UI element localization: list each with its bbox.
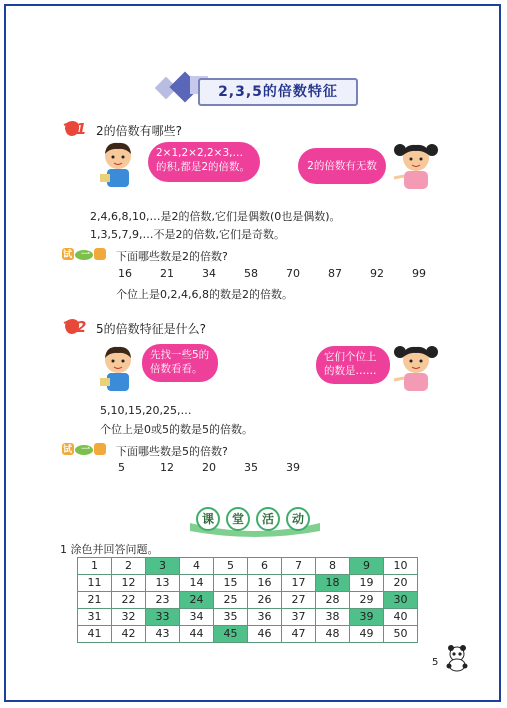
grid-row <box>78 592 418 609</box>
boy-character-icon <box>96 344 140 394</box>
grid-cell[interactable]: 25 <box>214 592 248 609</box>
try-label: 试一试 <box>63 250 100 273</box>
banner-char: 活 <box>256 507 280 531</box>
grid-cell[interactable]: 31 <box>78 609 112 626</box>
grid-cell[interactable]: 16 <box>248 575 282 592</box>
section-1-question: 2的倍数有哪些? <box>96 124 183 138</box>
grid-cell[interactable]: 33 <box>146 609 180 626</box>
number-list <box>118 461 328 474</box>
grid-cell[interactable]: 45 <box>214 626 248 643</box>
number-item: 21 <box>160 267 174 280</box>
banner-char: 堂 <box>226 507 250 531</box>
panda-icon <box>444 644 470 672</box>
text-line: 1,3,5,7,9,…不是2的倍数,它们是奇数。 <box>90 228 285 241</box>
grid-cell[interactable]: 27 <box>282 592 316 609</box>
try-label: 试一试 <box>63 445 100 468</box>
banner-char: 动 <box>286 507 310 531</box>
grid-cell[interactable]: 14 <box>180 575 214 592</box>
text-line: 5,10,15,20,25,… <box>100 404 192 417</box>
grid-cell[interactable]: 11 <box>78 575 112 592</box>
activity-task: 1 涂色并回答问题。 <box>60 543 159 556</box>
grid-cell[interactable]: 32 <box>112 609 146 626</box>
text-line: 2,4,6,8,10,…是2的倍数,它们是偶数(0也是偶数)。 <box>90 210 341 223</box>
girl-character-icon <box>392 342 440 394</box>
grid-cell[interactable]: 12 <box>112 575 146 592</box>
activity-banner <box>190 505 320 535</box>
number-item: 5 <box>118 461 125 474</box>
grid-cell[interactable]: 29 <box>350 592 384 609</box>
grid-cell[interactable]: 41 <box>78 626 112 643</box>
grid-row <box>78 626 418 643</box>
try-question: 下面哪些数是2的倍数? <box>116 250 228 263</box>
grid-cell[interactable]: 6 <box>248 558 282 575</box>
title-banner <box>154 74 364 110</box>
grid-cell[interactable]: 15 <box>214 575 248 592</box>
number-item: 34 <box>202 267 216 280</box>
grid-cell[interactable]: 37 <box>282 609 316 626</box>
try-question: 下面哪些数是5的倍数? <box>116 445 228 458</box>
grid-cell[interactable]: 3 <box>146 558 180 575</box>
number-list <box>118 267 454 280</box>
grid-cell[interactable]: 18 <box>316 575 350 592</box>
grid-cell[interactable]: 39 <box>350 609 384 626</box>
number-item: 70 <box>286 267 300 280</box>
grid-cell[interactable]: 21 <box>78 592 112 609</box>
grid-cell[interactable]: 30 <box>384 592 418 609</box>
grid-cell[interactable]: 20 <box>384 575 418 592</box>
grid-cell[interactable]: 47 <box>282 626 316 643</box>
number-item: 87 <box>328 267 342 280</box>
grid-cell[interactable]: 2 <box>112 558 146 575</box>
grid-cell[interactable]: 44 <box>180 626 214 643</box>
grid-row <box>78 575 418 592</box>
grid-cell[interactable]: 5 <box>214 558 248 575</box>
number-item: 16 <box>118 267 132 280</box>
banner-char: 课 <box>196 507 220 531</box>
grid-cell[interactable]: 42 <box>112 626 146 643</box>
boy-character-icon <box>96 140 140 190</box>
page-title: 2,3,5的倍数特征 <box>198 78 358 106</box>
speech-bubble-girl: 它们个位上的数是…… <box>316 346 390 384</box>
grid-row <box>78 609 418 626</box>
grid-cell[interactable]: 13 <box>146 575 180 592</box>
grid-cell[interactable]: 7 <box>282 558 316 575</box>
number-item: 39 <box>286 461 300 474</box>
number-item: 35 <box>244 461 258 474</box>
grid-cell[interactable]: 4 <box>180 558 214 575</box>
grid-row <box>78 558 418 575</box>
grid-cell[interactable]: 23 <box>146 592 180 609</box>
grid-cell[interactable]: 10 <box>384 558 418 575</box>
grid-cell[interactable]: 38 <box>316 609 350 626</box>
grid-cell[interactable]: 46 <box>248 626 282 643</box>
grid-cell[interactable]: 17 <box>282 575 316 592</box>
grid-cell[interactable]: 40 <box>384 609 418 626</box>
grid-cell[interactable]: 35 <box>214 609 248 626</box>
section-1-number: 1 <box>76 120 87 138</box>
section-2-question: 5的倍数特征是什么? <box>96 322 207 336</box>
speech-bubble-girl: 2的倍数有无数个。 <box>298 148 386 184</box>
grid-cell[interactable]: 34 <box>180 609 214 626</box>
grid-cell[interactable]: 48 <box>316 626 350 643</box>
grid-cell[interactable]: 22 <box>112 592 146 609</box>
section-2-number: 2 <box>76 318 87 336</box>
page-number: 5 <box>432 657 439 668</box>
grid-cell[interactable]: 36 <box>248 609 282 626</box>
conclusion-text: 个位上是0或5的数是5的倍数。 <box>100 423 253 436</box>
number-grid <box>77 557 418 643</box>
number-item: 99 <box>412 267 426 280</box>
grid-cell[interactable]: 1 <box>78 558 112 575</box>
number-item: 20 <box>202 461 216 474</box>
grid-cell[interactable]: 49 <box>350 626 384 643</box>
speech-bubble-boy: 2×1,2×2,2×3,…的积,都是2的倍数。 <box>148 142 260 182</box>
grid-cell[interactable]: 43 <box>146 626 180 643</box>
grid-cell[interactable]: 24 <box>180 592 214 609</box>
conclusion-text: 个位上是0,2,4,6,8的数是2的倍数。 <box>116 288 293 301</box>
grid-cell[interactable]: 8 <box>316 558 350 575</box>
girl-character-icon <box>392 140 440 192</box>
number-item: 12 <box>160 461 174 474</box>
speech-bubble-boy: 先找一些5的倍数看看。 <box>142 344 218 382</box>
grid-cell[interactable]: 19 <box>350 575 384 592</box>
grid-cell[interactable]: 26 <box>248 592 282 609</box>
grid-cell[interactable]: 28 <box>316 592 350 609</box>
number-item: 92 <box>370 267 384 280</box>
grid-cell[interactable]: 9 <box>350 558 384 575</box>
number-item: 58 <box>244 267 258 280</box>
grid-cell[interactable]: 50 <box>384 626 418 643</box>
